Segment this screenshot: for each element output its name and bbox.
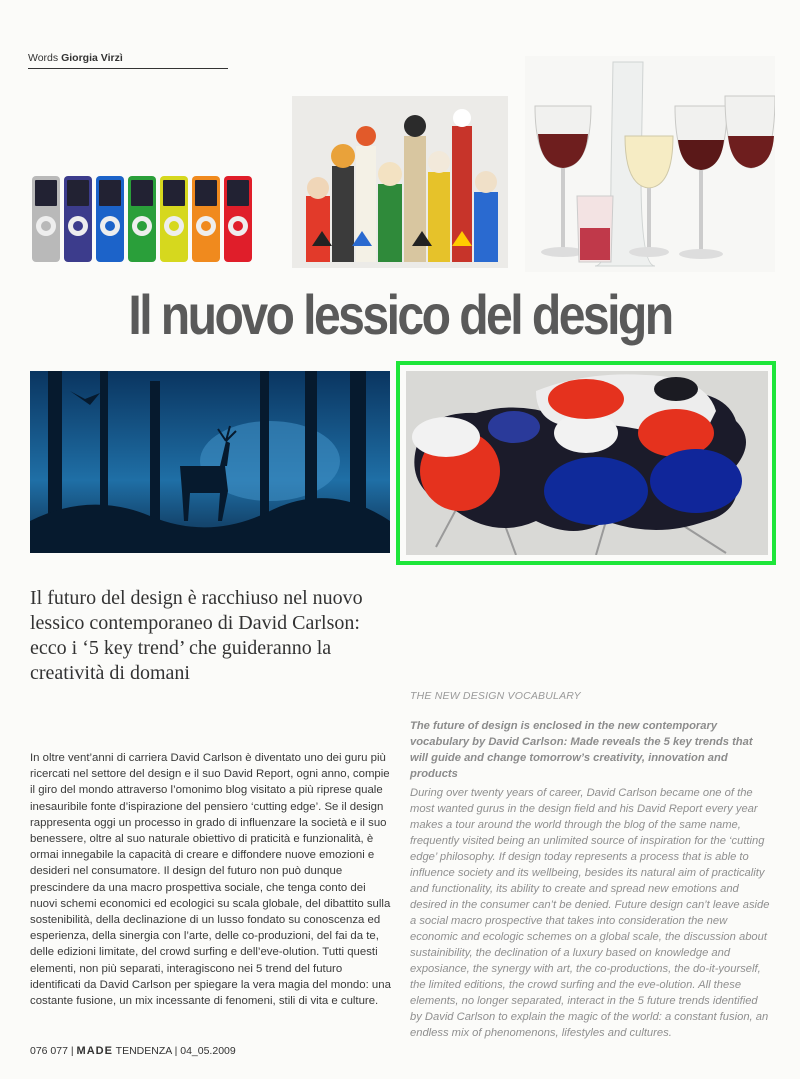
ipod-red — [224, 176, 252, 262]
author-name: Giorgia Virzì — [61, 52, 123, 64]
english-heading: THE NEW DESIGN VOCABULARY — [410, 690, 581, 702]
ipod-silver — [32, 176, 60, 262]
page-numbers: 076 077 — [30, 1045, 68, 1057]
wine-glasses-photo — [525, 56, 775, 272]
ipod-green — [128, 176, 156, 262]
section-name: TENDENZA — [115, 1045, 172, 1057]
ipod-blue — [96, 176, 124, 262]
author-credit — [28, 52, 123, 64]
forest-deer-illustration — [30, 371, 390, 553]
highlight-box — [396, 361, 776, 565]
english-lead: The future of design is enclosed in the new contemporary vocabulary by David Carlson: Made reveals the 5 key trends that will guide and change tomorrow’s creativity, innovation and products — [410, 720, 753, 780]
ipod-purple — [64, 176, 92, 262]
credit-divider — [28, 68, 228, 69]
credit-prefix: Words — [28, 52, 59, 64]
english-body: During over twenty years of career, David Carlson became one of the most wanted gurus in the design field and his David Report every year makes a tour around the world through the blog of the same name, frequently visited being an unlimited source of inspiration for the ‘cutting edge’ philosophy. If design today represents a process that is able to influence society and its wellbeing, besides its natural aim of practicality and functionality, its ability to create and spread new emotions and desired in the consumer can’t be denied. Future design can’t leave aside a social macro prospective that takes into consideration the new economic and ecologic schemes on a global scale, the discussion about sustainibility, the declination of a luxury based on knowledge and exposiance, the synergy with art, the co-productions, the do-it-yourself, the limited editions, the crowd surfing and the eve-olution. All these elements, no longer separated, interact in the 5 future trends identified by David Carlson to explain the magic of the world: a constant fusion, an endless mix of phenomenons, lifestyles and cultures. — [410, 787, 770, 1039]
page-title: Il nuovo lessico del design — [128, 283, 672, 346]
wooden-dolls-photo — [292, 96, 508, 268]
ipod-yellow — [160, 176, 188, 262]
article-body-italian: In oltre vent’anni di carriera David Carlson è diventato uno dei guru più ricercati nel settore del design e il suo David Report, ogni anno, compie il giro del mondo attraverso l’omonimo blog visitato a più riprese quale inesauribile fonte d’ispirazione del pensiero ‘cutting edge’. Se il design rappresenta oggi un processo in grado di influenzare la società e il suo benessere, oltre al suo naturale obiettivo di praticità e funzionalità, è ormai innegabile la capacità di creare e diffondere nuove emozioni e desideri nel consumatore. Il design del futuro non può dunque prescindere da una macro prospettiva sociale, che tenga conto dei nuovi schemi economici ed ecologici su scala globale, del dibattito sulla sostenibilità, della declinazione di un lusso fondato su conoscenza ed esperienza, della sinergia con l’arte, delle co-produzioni, del fai da te, delle edizioni limitate, del crowd surfing e dell’eve-olution. Tutti questi elementi, non più separati, interagiscono nei 5 trend del futuro identificati da David Carlson per spiegare la vera magia del mondo: una costante fusione, un mix incessante di fenomeni, stili di vita e culture. — [30, 752, 391, 1008]
page-footer: 076 077 | MADE TENDENZA | 04_05.2009 — [30, 1045, 236, 1057]
ipod-nano-photo — [30, 170, 275, 266]
article-subtitle: Il futuro del design è racchiuso nel nuovo lessico contemporaneo di David Carlson: ecco i ‘5 key trend’ che guideranno la creatività di domani — [30, 587, 363, 684]
magazine-logo: MADE — [76, 1045, 113, 1057]
issue-date: 04_05.2009 — [180, 1045, 236, 1057]
ipod-orange — [192, 176, 220, 262]
